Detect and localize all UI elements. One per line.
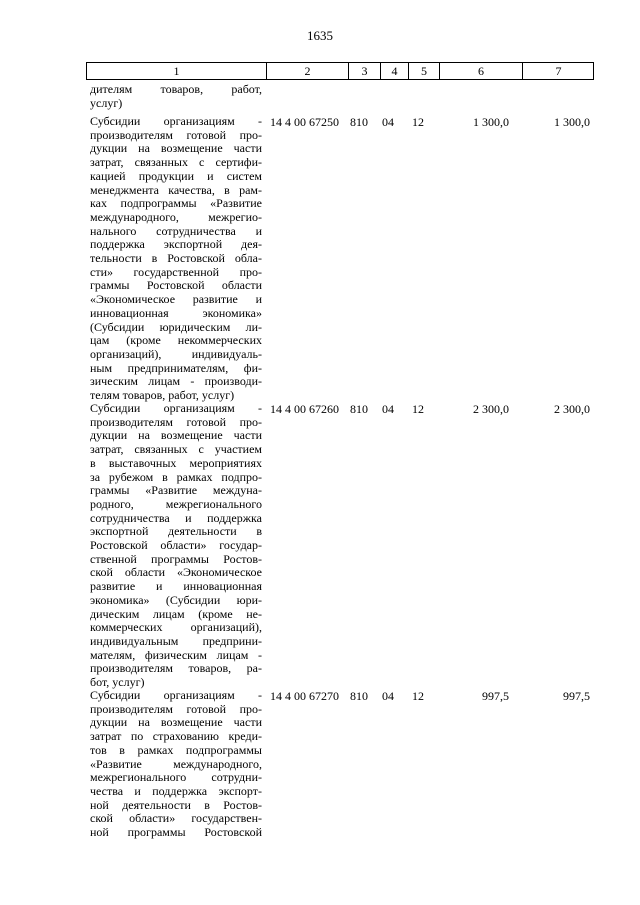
description-line: Субсидии организациям -	[90, 114, 262, 128]
row-description	[90, 402, 262, 690]
expense-type: 810	[350, 689, 368, 703]
header-col-2: 2	[267, 63, 349, 79]
target-code: 14 4 00 67260	[270, 402, 339, 416]
expense-type: 810	[350, 115, 368, 129]
description-line: мателям, физическим лицам -	[90, 647, 262, 662]
description-line: затрат, связанных с участием	[90, 442, 262, 457]
target-code: 14 4 00 67250	[270, 115, 339, 129]
amount-col-6: 1 300,0	[473, 115, 509, 129]
header-col-7: 7	[555, 64, 562, 78]
description-line: Субсидии организациям -	[90, 401, 262, 415]
section-code: 04	[382, 689, 394, 703]
amount-col-6: 997,5	[482, 689, 509, 703]
description-line: чества и поддержка экспорт-	[90, 783, 262, 798]
header-col-6: 6	[440, 63, 523, 79]
description-line: затрат по страхованию креди-	[90, 729, 262, 744]
page-number: 1635	[307, 28, 333, 43]
description-line: ской области» государствен-	[90, 811, 262, 826]
description-line: экспортной деятельности в	[90, 524, 262, 539]
description-line: межрегионального сотрудни-	[90, 770, 262, 785]
header-col-3: 3	[349, 63, 381, 79]
header-col-5: 5	[409, 63, 440, 79]
subsection-code: 12	[412, 402, 424, 416]
description-line: ным предпринимателям, фи-	[90, 360, 262, 375]
description-line: производителям товаров, ра-	[90, 661, 262, 676]
expense-type: 810	[350, 402, 368, 416]
description-line: родного, межрегионального	[90, 496, 262, 511]
description-line: ной деятельности в Ростов-	[90, 797, 262, 812]
description-line: цам (кроме некоммерческих	[90, 333, 262, 348]
description-line: бот, услуг)	[90, 675, 145, 690]
description-line: телям товаров, работ, услуг)	[90, 388, 235, 403]
description-line: услуг)	[90, 95, 123, 110]
target-code: 14 4 00 67270	[270, 689, 339, 703]
amount-col-6: 2 300,0	[473, 402, 509, 416]
subsection-code: 12	[412, 689, 424, 703]
description-line: ской области «Экономическое	[90, 565, 262, 580]
description-line: Ростовской области» государ-	[90, 538, 262, 553]
header-col-4: 4	[381, 63, 409, 79]
row-description	[90, 115, 262, 403]
description-line: дукции на возмещение части	[90, 428, 262, 443]
description-line: производителям готовой про-	[90, 414, 262, 429]
description-line: сти» государственной про-	[90, 264, 262, 279]
description-line: «Развитие международного,	[90, 756, 262, 771]
description-line: (Субсидии юридическим ли-	[90, 319, 262, 334]
header-col-1: 1	[87, 63, 267, 79]
description-line: дителям товаров, работ,	[90, 82, 262, 96]
description-line: развитие и инновационная	[90, 579, 262, 594]
description-line: организаций), индивидуаль-	[90, 346, 262, 361]
description-line: производителям готовой про-	[90, 127, 262, 142]
description-line: Субсидии организациям -	[90, 688, 262, 702]
description-line: менеджмента качества, в рам-	[90, 182, 262, 197]
description-line: инновационная экономика»	[90, 305, 262, 320]
amount-col-7: 997,5	[563, 689, 590, 703]
description-line: производителям готовой про-	[90, 701, 262, 716]
description-line: ственной программы Ростов-	[90, 551, 262, 566]
description-line: граммы «Развитие междуна-	[90, 483, 262, 498]
description-line: международного, межрегио-	[90, 209, 262, 224]
description-line: «Экономическое развитие и	[90, 292, 262, 307]
description-line: дическим лицам (кроме не-	[90, 606, 262, 621]
description-line: тов в рамках подпрограммы	[90, 742, 262, 757]
description-line: дукции на возмещение части	[90, 715, 262, 730]
table-header	[86, 62, 594, 80]
row-description	[90, 83, 262, 110]
description-line: поддержка экспортной дея-	[90, 237, 262, 252]
description-line: индивидуальным предприни-	[90, 633, 262, 648]
description-line: за рубежом в рамках подпро-	[90, 469, 262, 484]
amount-col-7: 1 300,0	[554, 115, 590, 129]
subsection-code: 12	[412, 115, 424, 129]
section-code: 04	[382, 402, 394, 416]
description-line: ках подпрограммы «Развитие	[90, 196, 262, 211]
description-line: ной программы Ростовской	[90, 825, 262, 840]
description-line: нального сотрудничества и	[90, 223, 262, 238]
description-line: дукции на возмещение части	[90, 141, 262, 156]
description-line: зическим лицам - производи-	[90, 374, 262, 389]
description-line: кацией продукции и систем	[90, 168, 262, 183]
description-line: в выставочных мероприятиях	[90, 455, 262, 470]
description-line: затрат, связанных с сертифи-	[90, 155, 262, 170]
description-line: сотрудничества и поддержка	[90, 510, 262, 525]
description-line: тельности в Ростовской обла-	[90, 251, 262, 266]
amount-col-7: 2 300,0	[554, 402, 590, 416]
row-description	[90, 689, 262, 840]
description-line: коммерческих организаций),	[90, 620, 262, 635]
description-line: граммы Ростовской области	[90, 278, 262, 293]
section-code: 04	[382, 115, 394, 129]
description-line: экономика» (Субсидии юри-	[90, 592, 262, 607]
